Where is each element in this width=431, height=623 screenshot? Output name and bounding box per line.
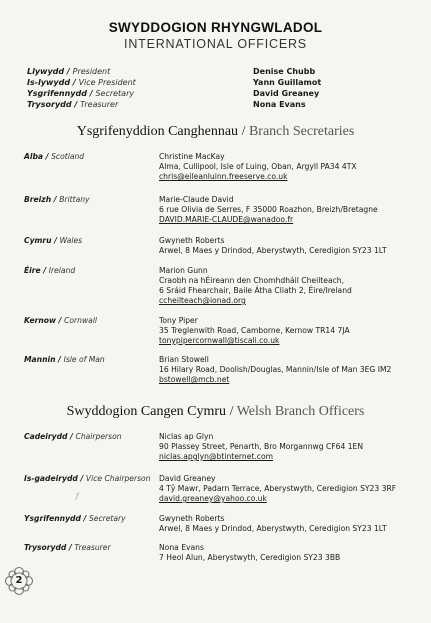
branch-entry-ireland	[24, 266, 414, 306]
contact-address: 35 Treglenwith Road, Camborne, Kernow TR14 7JA	[159, 326, 350, 335]
role-english: Wales	[59, 236, 83, 245]
role-english: Chairperson	[75, 432, 122, 441]
contact-name: Brian Stowell	[159, 355, 209, 364]
entry-body	[159, 543, 414, 563]
contact-email-link[interactable]: chris@eileanluinn.freeserve.co.uk	[159, 172, 288, 181]
welsh-officer-chairperson	[24, 432, 414, 462]
welsh-officer-treasurer	[24, 543, 414, 563]
officer-row	[27, 77, 407, 88]
branch-secretaries-heading: Ysgrifenyddion Canghennau / Branch Secretaries	[76, 124, 355, 139]
contact-address: Craobh na hÉireann den Chomhdháil Cheilteach,	[159, 276, 345, 285]
contact-name: David Greaney	[159, 474, 216, 483]
contact-email-link[interactable]: bstowell@mcb.net	[159, 375, 230, 384]
entry-role: Is-gadeirydd / Vice Chairperson	[24, 474, 151, 483]
contact-name: Niclas ap Glyn	[159, 432, 214, 441]
contact-address: 90 Plassey Street, Penarth, Bro Morgannwg CF64 1EN	[159, 442, 364, 451]
contact-name: Tony Piper	[159, 316, 198, 325]
branch-entry-wales	[24, 236, 414, 256]
officer-name: David Greaney	[253, 89, 320, 98]
contact-name: Marie-Claude David	[159, 195, 234, 204]
entry-body	[159, 474, 414, 504]
welsh-officer-secretary	[24, 514, 414, 534]
role-welsh: Ysgrifennydd	[24, 514, 81, 523]
entry-body	[159, 514, 414, 534]
contact-address: Alma, Cullipool, Isle of Luing, Oban, Argyll PA34 4TX	[159, 162, 357, 171]
officer-role: Trysorydd / Treasurer	[27, 100, 119, 109]
contact-email-link[interactable]: DAVID.MARIE-CLAUDE@wanadoo.fr	[159, 215, 294, 224]
role-welsh: Ysgrifennydd	[27, 89, 87, 98]
role-welsh: Trysorydd	[24, 543, 67, 552]
contact-name: Nona Evans	[159, 543, 204, 552]
contact-email-link[interactable]: david.greaney@yahoo.co.uk	[159, 494, 267, 503]
contact-address: 7 Heol Alun, Aberystwyth, Ceredigion SY23 3BB	[159, 553, 341, 562]
officer-row	[27, 66, 407, 77]
page-number: 2	[15, 575, 23, 586]
role-english: Scotland	[51, 152, 85, 161]
role-welsh: Trysorydd	[27, 100, 72, 109]
role-english: Secretary	[95, 89, 135, 98]
role-welsh: Alba	[24, 152, 44, 161]
officer-role: Is-lywydd / Vice President	[27, 78, 136, 87]
role-welsh: Cymru	[24, 236, 52, 245]
entry-role: Breizh / Brittany	[24, 195, 90, 204]
entry-role: Éire / Ireland	[24, 266, 76, 275]
contact-email-link[interactable]: ccheilteach@ionad.org	[159, 296, 246, 305]
contact-address: 6 Sráid Fhearchair, Baile Átha Cliath 2, Éire/Ireland	[159, 286, 352, 295]
entry-body	[159, 355, 414, 385]
role-english: Treasurer	[74, 543, 111, 552]
officer-name: Yann Guillamot	[253, 78, 322, 87]
title-english: INTERNATIONAL OFFICERS	[124, 37, 307, 51]
role-welsh: Llywydd	[27, 67, 65, 76]
contact-address: 16 Hilary Road, Doolish/Douglas, Mannin/Isle of Man 3EG IM2	[159, 365, 392, 374]
contact-email-link[interactable]: tonypipercornwall@tiscali.co.uk	[159, 336, 280, 345]
entry-body	[159, 432, 414, 462]
entry-body	[159, 266, 414, 306]
role-welsh: Kernow	[24, 316, 57, 325]
officer-name: Denise Chubb	[253, 67, 316, 76]
branch-entry-brittany	[24, 195, 414, 225]
role-welsh: Mannin	[24, 355, 56, 364]
role-english: President	[72, 67, 111, 76]
entry-role: Ysgrifennydd / Secretary	[24, 514, 126, 523]
contact-address: 4 Tŷ Mawr, Padarn Terrace, Aberystwyth, Ceredigion SY23 3RF	[159, 484, 397, 493]
role-english: Cornwall	[64, 316, 98, 325]
contact-name: Christine MacKay	[159, 152, 225, 161]
contact-address: 6 rue Olivia de Serres, F 35000 Roazhon, Breizh/Bretagne	[159, 205, 378, 214]
entry-body	[159, 316, 414, 346]
role-english: Brittany	[59, 195, 90, 204]
role-english: Secretary	[88, 514, 126, 523]
welsh-branch-officers-heading: Swyddogion Cangen Cymru / Welsh Branch Officers	[66, 404, 365, 419]
entry-role: Alba / Scotland	[24, 152, 85, 161]
entry-role: Kernow / Cornwall	[24, 316, 98, 325]
role-english: Isle of Man	[63, 355, 105, 364]
role-welsh: Breizh	[24, 195, 52, 204]
role-english: Vice Chairperson	[85, 474, 151, 483]
branch-entry-cornwall	[24, 316, 414, 346]
international-officers-list	[27, 66, 407, 110]
entry-role: Cymru / Wales	[24, 236, 83, 245]
role-welsh: Is-lywydd	[27, 78, 71, 87]
entry-role: Mannin / Isle of Man	[24, 355, 105, 364]
role-english: Vice President	[78, 78, 136, 87]
entry-role: Trysorydd / Treasurer	[24, 543, 111, 552]
contact-name: Gwyneth Roberts	[159, 236, 225, 245]
role-english: Treasurer	[80, 100, 119, 109]
officer-role: Ysgrifennydd / Secretary	[27, 89, 135, 98]
contact-address: Arwel, 8 Maes y Drindod, Aberystwyth, Ceredigion SY23 1LT	[159, 246, 387, 255]
welsh-officer-vice-chairperson	[24, 474, 414, 504]
entry-body	[159, 152, 414, 182]
section-title-english: Welsh Branch Officers	[236, 404, 365, 419]
page-number-badge	[4, 566, 34, 596]
officer-role: Llywydd / President	[27, 67, 111, 76]
entry-body	[159, 195, 414, 225]
officer-name: Nona Evans	[253, 100, 306, 109]
branch-entry-scotland	[24, 152, 414, 182]
branch-entry-isle-of-man	[24, 355, 414, 385]
section-title-welsh: Swyddogion Cangen Cymru	[66, 404, 227, 419]
entry-body	[159, 236, 414, 256]
role-welsh: Cadeirydd	[24, 432, 68, 441]
stray-pen-mark: ƒ	[76, 492, 79, 500]
role-welsh: Is-gadeirydd	[24, 474, 78, 483]
section-title-welsh: Ysgrifenyddion Canghennau	[76, 124, 239, 139]
contact-name: Gwyneth Roberts	[159, 514, 225, 523]
role-english: Ireland	[48, 266, 76, 275]
officer-row	[27, 88, 407, 99]
contact-email-link[interactable]: niclas.apglyn@btinternet.com	[159, 452, 273, 461]
role-welsh: Éire	[24, 266, 41, 275]
title-welsh: SWYDDOGION RHYNGWLADOL	[108, 20, 323, 35]
officer-row	[27, 99, 407, 110]
section-title-english: Branch Secretaries	[248, 124, 355, 139]
contact-name: Marion Gunn	[159, 266, 208, 275]
contact-address: Arwel, 8 Maes y Drindod, Aberystwyth, Ceredigion SY23 1LT	[159, 524, 387, 533]
entry-role: Cadeirydd / Chairperson	[24, 432, 122, 441]
